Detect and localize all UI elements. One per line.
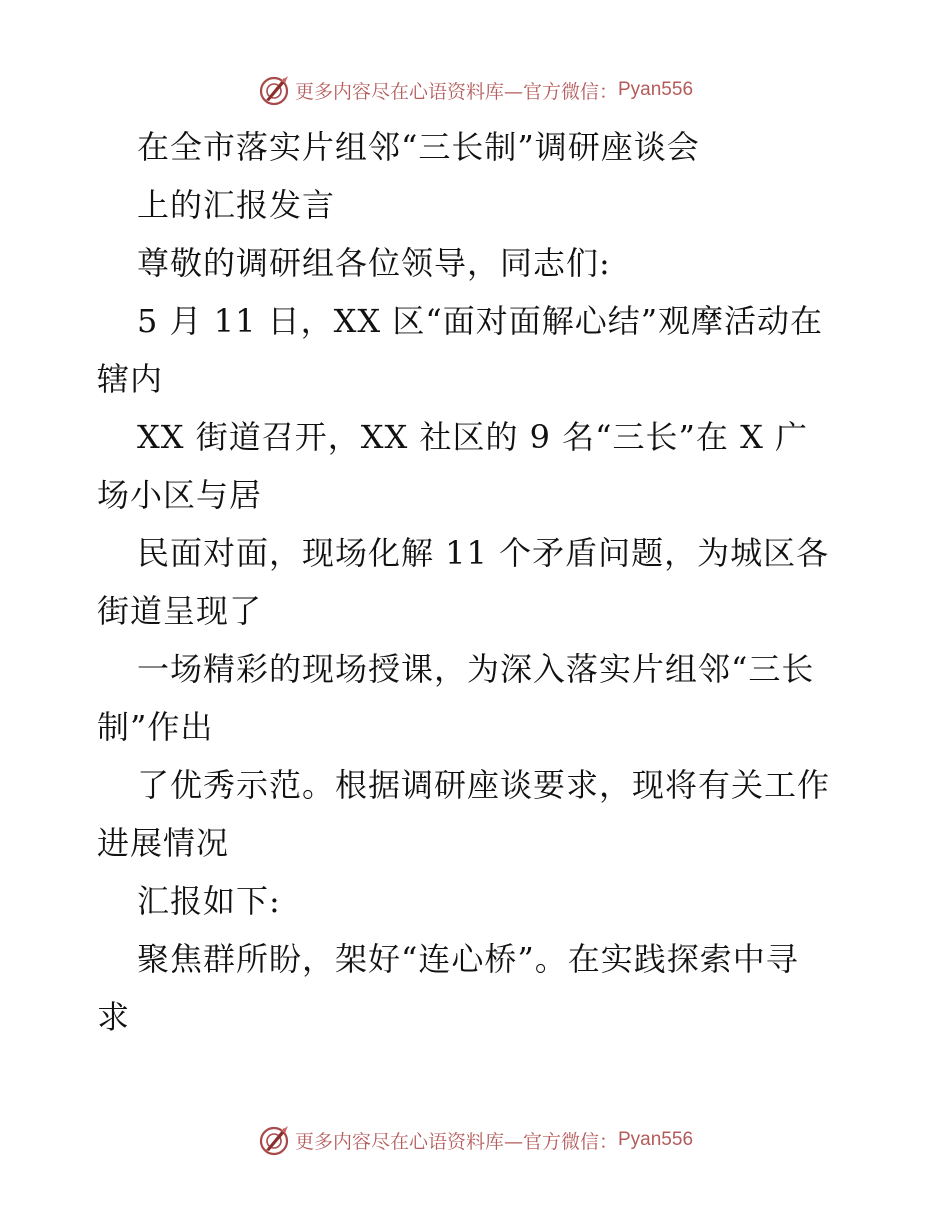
doc-line-2: 上的汇报发言 (137, 186, 336, 224)
doc-line-7: 场小区与居 (97, 476, 263, 514)
doc-line-10: 一场精彩的现场授课，为深入落实片组邻“三长 (137, 650, 815, 688)
watermark-wechat-id: Pyan556 (618, 1129, 694, 1150)
doc-line-9: 街道呈现了 (97, 592, 263, 630)
doc-line-15: 聚焦群所盼，架好“连心桥”。在实践探索中寻 (137, 940, 799, 978)
footer-watermark (0, 1120, 950, 1160)
watermark-wechat-id: Pyan556 (618, 79, 694, 100)
watermark-text: 更多内容尽在心语资料库—官方微信： (294, 1130, 618, 1153)
doc-line-4: 5 月 11 日，XX 区“面对面解心结”观摩活动在 (137, 302, 824, 340)
doc-line-14: 汇报如下: (137, 882, 281, 920)
quill-pen-logo-icon (257, 1123, 291, 1157)
watermark-text: 更多内容尽在心语资料库—官方微信： (294, 80, 618, 103)
doc-line-11: 制”作出 (97, 708, 214, 746)
header-watermark (0, 70, 950, 110)
doc-line-5: 辖内 (97, 360, 164, 398)
doc-line-13: 进展情况 (97, 824, 230, 862)
doc-line-16: 求 (97, 998, 131, 1036)
doc-line-8: 民面对面，现场化解 11 个矛盾问题，为城区各 (137, 534, 830, 572)
doc-line-1: 在全市落实片组邻“三长制”调研座谈会 (137, 128, 700, 166)
doc-line-3: 尊敬的调研组各位领导，同志们: (137, 244, 611, 282)
doc-line-6: XX 街道召开，XX 社区的 9 名“三长”在 X 广 (137, 418, 809, 456)
document-body (97, 118, 857, 1046)
doc-line-12: 了优秀示范。根据调研座谈要求，现将有关工作 (137, 766, 831, 804)
quill-pen-logo-icon (257, 73, 291, 107)
